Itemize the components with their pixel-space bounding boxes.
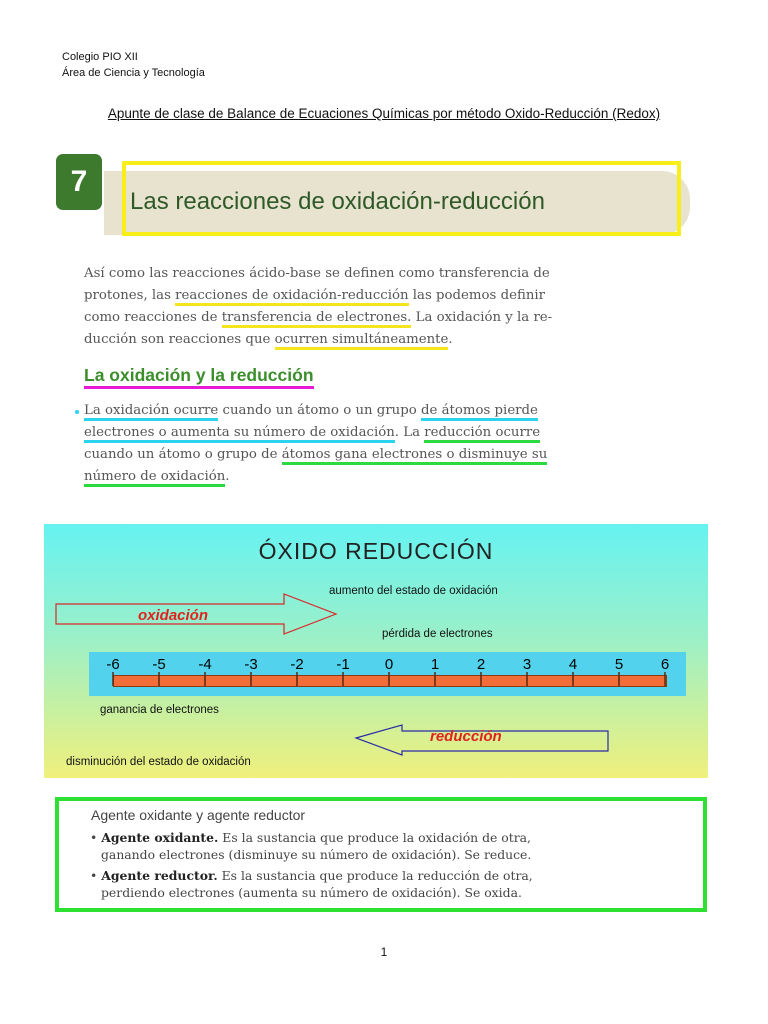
diagram-title: ÓXIDO REDUCCIÓN [258, 538, 494, 564]
highlight-cyan: electrones o aumenta su número de oxidación [84, 425, 395, 443]
scale-tick-label: 0 [384, 656, 394, 673]
reducer-term: Agente reductor. [101, 868, 218, 883]
definition-line: electrones o aumenta su número de oxidación. La reducción ocurre [84, 422, 688, 444]
redox-diagram [44, 524, 708, 778]
scale-tick-label: -3 [244, 656, 258, 673]
scale-tick-label: 1 [430, 656, 440, 673]
definition-line: La oxidación ocurre cuando un átomo o un grupo de átomos pierde [84, 400, 688, 422]
definition-line: número de oxidación. [84, 466, 688, 488]
scale-tick-label: 6 [660, 656, 670, 673]
scale-tick-label: 3 [522, 656, 532, 673]
oxidation-arrow-icon [54, 592, 394, 636]
scale-tick-label: -4 [198, 656, 212, 673]
intro-line: ducción son reacciones que ocurren simultáneamente. [84, 329, 688, 351]
highlight-green: número de oxidación [84, 469, 225, 487]
oxidant-definition: • Agente oxidante. Es la sustancia que produce la oxidación de otra, ganando electrones (disminuye su número de oxidación). Se reduce. [90, 830, 532, 862]
intro-line: Así como las reacciones ácido-base se definen como transferencia de [84, 266, 550, 281]
document-title: Apunte de clase de Balance de Ecuaciones Químicas por método Oxido-Reducción (Redox) [107, 106, 661, 121]
electron-gain-label: ganancia de electrones [100, 704, 219, 716]
highlight-green: reducción ocurre [424, 425, 540, 443]
bullet-icon: • [90, 830, 98, 845]
scale-tick-label: -5 [152, 656, 166, 673]
scale-tick-label: 4 [568, 656, 578, 673]
reducer-line-2: perdiendo electrones (aumenta su número de oxidación). Se oxida. [101, 885, 522, 900]
highlight-yellow: reacciones de oxidación-reducción [175, 288, 408, 306]
page-number: 1 [380, 945, 388, 959]
highlight-yellow: ocurren simultáneamente [275, 332, 449, 350]
scale-tick-label: 2 [476, 656, 486, 673]
electron-loss-label: pérdida de electrones [382, 628, 493, 640]
highlight-cyan: La oxidación ocurre [84, 403, 218, 421]
scale-tick-label: -2 [290, 656, 304, 673]
increase-oxidation-label: aumento del estado de oxidación [329, 585, 498, 597]
section-number-badge: 7 [56, 154, 102, 210]
section-title-highlight-box [122, 161, 681, 236]
area-name: Área de Ciencia y Tecnología [62, 67, 205, 79]
section-title: Las reacciones de oxidación-reducción [130, 188, 545, 215]
scale-tick-label: -6 [106, 656, 120, 673]
definition-line: cuando un átomo o grupo de átomos gana electrones o disminuye su [84, 444, 688, 466]
oxidation-number-scale [89, 652, 686, 696]
intro-line: protones, las reacciones de oxidación-reducción las podemos definir [84, 285, 688, 307]
highlight-yellow: transferencia de electrones. [222, 310, 412, 328]
annotation-dot [75, 410, 79, 414]
oxidation-label: oxidación [138, 607, 209, 624]
bullet-icon: • [90, 868, 98, 883]
scale-tick-label: -1 [336, 656, 350, 673]
scale-tick-label: 5 [614, 656, 624, 673]
highlight-green: átomos gana electrones o disminuye su [282, 447, 548, 465]
agents-title: Agente oxidante y agente reductor [91, 807, 306, 823]
highlight-cyan: de átomos pierde [421, 403, 538, 421]
reduction-label: reducción [430, 728, 502, 745]
intro-line: como reacciones de transferencia de electrones. La oxidación y la re- [84, 307, 688, 329]
oxidant-term: Agente oxidante. [101, 830, 219, 845]
intro-paragraph [84, 263, 688, 351]
subsection-title: La oxidación y la reducción [84, 364, 314, 389]
definition-paragraph [84, 400, 688, 488]
oxidant-line-2: ganando electrones (disminuye su número de oxidación). Se reduce. [101, 847, 532, 862]
school-name: Colegio PIO XII [62, 51, 138, 63]
decrease-oxidation-label: disminución del estado de oxidación [66, 756, 251, 768]
agents-box [55, 797, 707, 912]
reducer-definition: • Agente reductor. Es la sustancia que produce la reducción de otra, perdiendo electrones (aumenta su número de oxidación). Se oxida. [90, 868, 533, 900]
